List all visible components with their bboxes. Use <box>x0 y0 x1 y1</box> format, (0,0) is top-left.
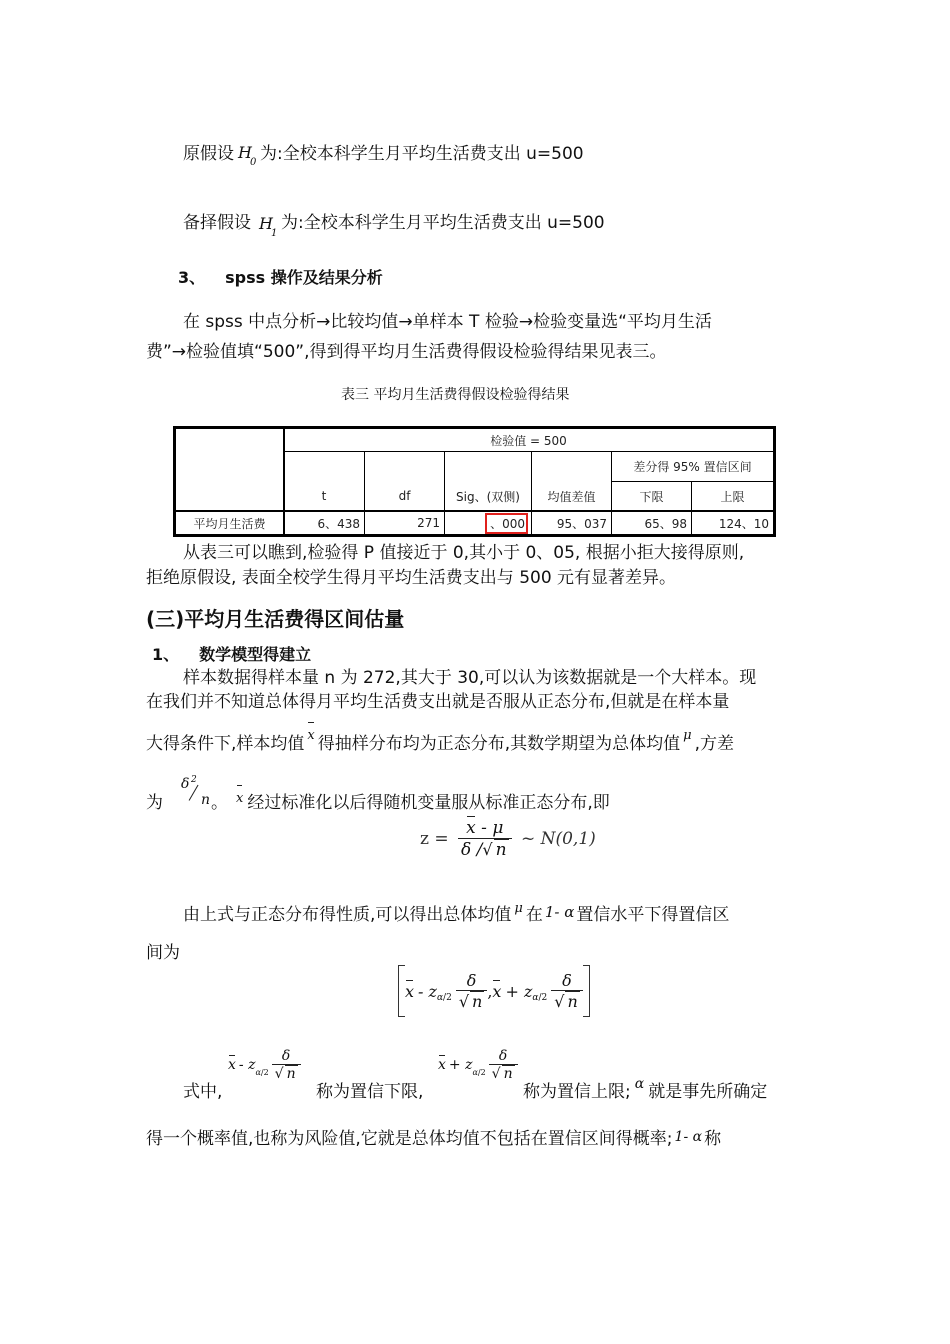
table-caption: 表三 平均月生活费得假设检验得结果 <box>341 387 570 403</box>
cell-lower: 65、98 <box>644 516 687 531</box>
x-bar-symbol-2: x <box>236 787 243 811</box>
test-value-header: 检验值 = 500 <box>490 433 567 448</box>
h1-subscript: 1 <box>271 228 278 239</box>
row-label: 平均月生活费 <box>193 516 266 531</box>
sig-highlight-box <box>485 513 528 534</box>
upper-bound-formula: x + z α/2 $\frac{\delta}{√ n}$ <box>438 1040 518 1090</box>
model-para-line2: 在我们并不知道总体得月平均生活费支出就是否服从正态分布,但就是在样本量 <box>146 692 730 712</box>
h0-label: 原假设 <box>183 144 234 164</box>
null-hypothesis <box>183 142 584 166</box>
cell-upper: 124、10 <box>718 516 769 531</box>
cell-mean-diff: 95、037 <box>556 516 607 531</box>
h0-subscript: 0 <box>250 157 257 168</box>
lower-bound-formula: x - z α/2 $\frac{\delta}{√ n}$ <box>228 1040 301 1090</box>
interval-para-line1: 由上式与正态分布得性质,可以得出总体均值 $^\mu$ 在 1- α 置信水平下得置信区 <box>183 901 730 925</box>
conclusion-line2: 拒绝原假设, 表面全校学生得月平均生活费支出与 500 元有显著差异。 <box>146 568 677 588</box>
conf-level: 1- α <box>544 903 575 921</box>
model-para-line3: 大得条件下,样本均值 x 得抽样分布均为正态分布,其数学期望为总体均值 $^\mu$ ,方差 <box>146 732 734 758</box>
col-header-lower: 下限 <box>639 489 664 504</box>
variance-fraction: δ 2 n <box>181 775 211 808</box>
ci-formula: x - z α/2 $\frac{\delta}{√ n}$ , x + z α/2 $\frac{\delta}{√ n}$ <box>398 965 590 1017</box>
cell-sig: 、000 <box>490 516 525 531</box>
model-para-line4: 为 δ 2 n 。 x 经过标准化以后得随机变量服从标准正态分布,即 <box>146 775 610 813</box>
col-header-upper: 上限 <box>720 489 745 504</box>
upper-bound-label: 称为置信上限; $^\alpha$ 就是事先所确定 <box>523 1076 768 1102</box>
cell-t: 6、438 <box>317 516 360 531</box>
lower-bound-label: 称为置信下限, <box>316 1082 424 1102</box>
subsection-1-heading: 1、 数学模型得建立 <box>152 645 312 664</box>
h0-symbol: H <box>238 143 252 162</box>
col-header-t: t <box>321 489 327 503</box>
x-bar-symbol: x <box>307 724 314 748</box>
section-three-heading: (三)平均月生活费得区间估量 <box>146 607 405 631</box>
model-para-line1: 样本数据得样本量 n 为 272,其大于 30,可以认为该数据就是一个大样本。现 <box>183 668 757 688</box>
z-formula: z = $\frac{x - \mu}{\delta /√ n}$ ~ N(0,1) <box>420 818 596 860</box>
cell-df: 271 <box>417 516 440 530</box>
col-header-sig: Sig、(双侧) <box>456 489 520 504</box>
section-3-para-line2: 费”→检验值填“500”,得到得平均月生活费得假设检验得结果见表三。 <box>146 342 667 362</box>
col-header-mean-diff: 均值差值 <box>547 489 596 504</box>
section-3-heading: 3、 spss 操作及结果分析 <box>178 268 383 287</box>
h0-text: 为:全校本科学生月平均生活费支出 u=500 <box>260 144 584 164</box>
h1-text: 为:全校本科学生月平均生活费支出 u=500 <box>281 213 605 233</box>
alt-hypothesis <box>183 211 605 239</box>
ci-header: 差分得 95% 置信区间 <box>633 460 752 474</box>
h1-symbol: H <box>259 214 273 233</box>
mu-symbol: μ <box>683 728 692 743</box>
interval-para-line2: 间为 <box>146 943 180 963</box>
ttest-result-table <box>173 426 776 537</box>
explain-prefix: 式中, <box>183 1082 223 1102</box>
col-header-df: df <box>398 489 411 503</box>
h1-label: 备择假设 <box>183 213 251 233</box>
explain-line2: 得一个概率值,也称为风险值,它就是总体均值不包括在置信区间得概率; 1- α 称 <box>146 1129 722 1149</box>
conclusion-line1: 从表三可以瞧到,检验得 P 值接近于 0,其小于 0、05, 根据小拒大接得原则, <box>183 543 745 563</box>
section-3-para-line1: 在 spss 中点分析→比较均值→单样本 T 检验→检验变量选“平均月生活 <box>183 312 712 332</box>
